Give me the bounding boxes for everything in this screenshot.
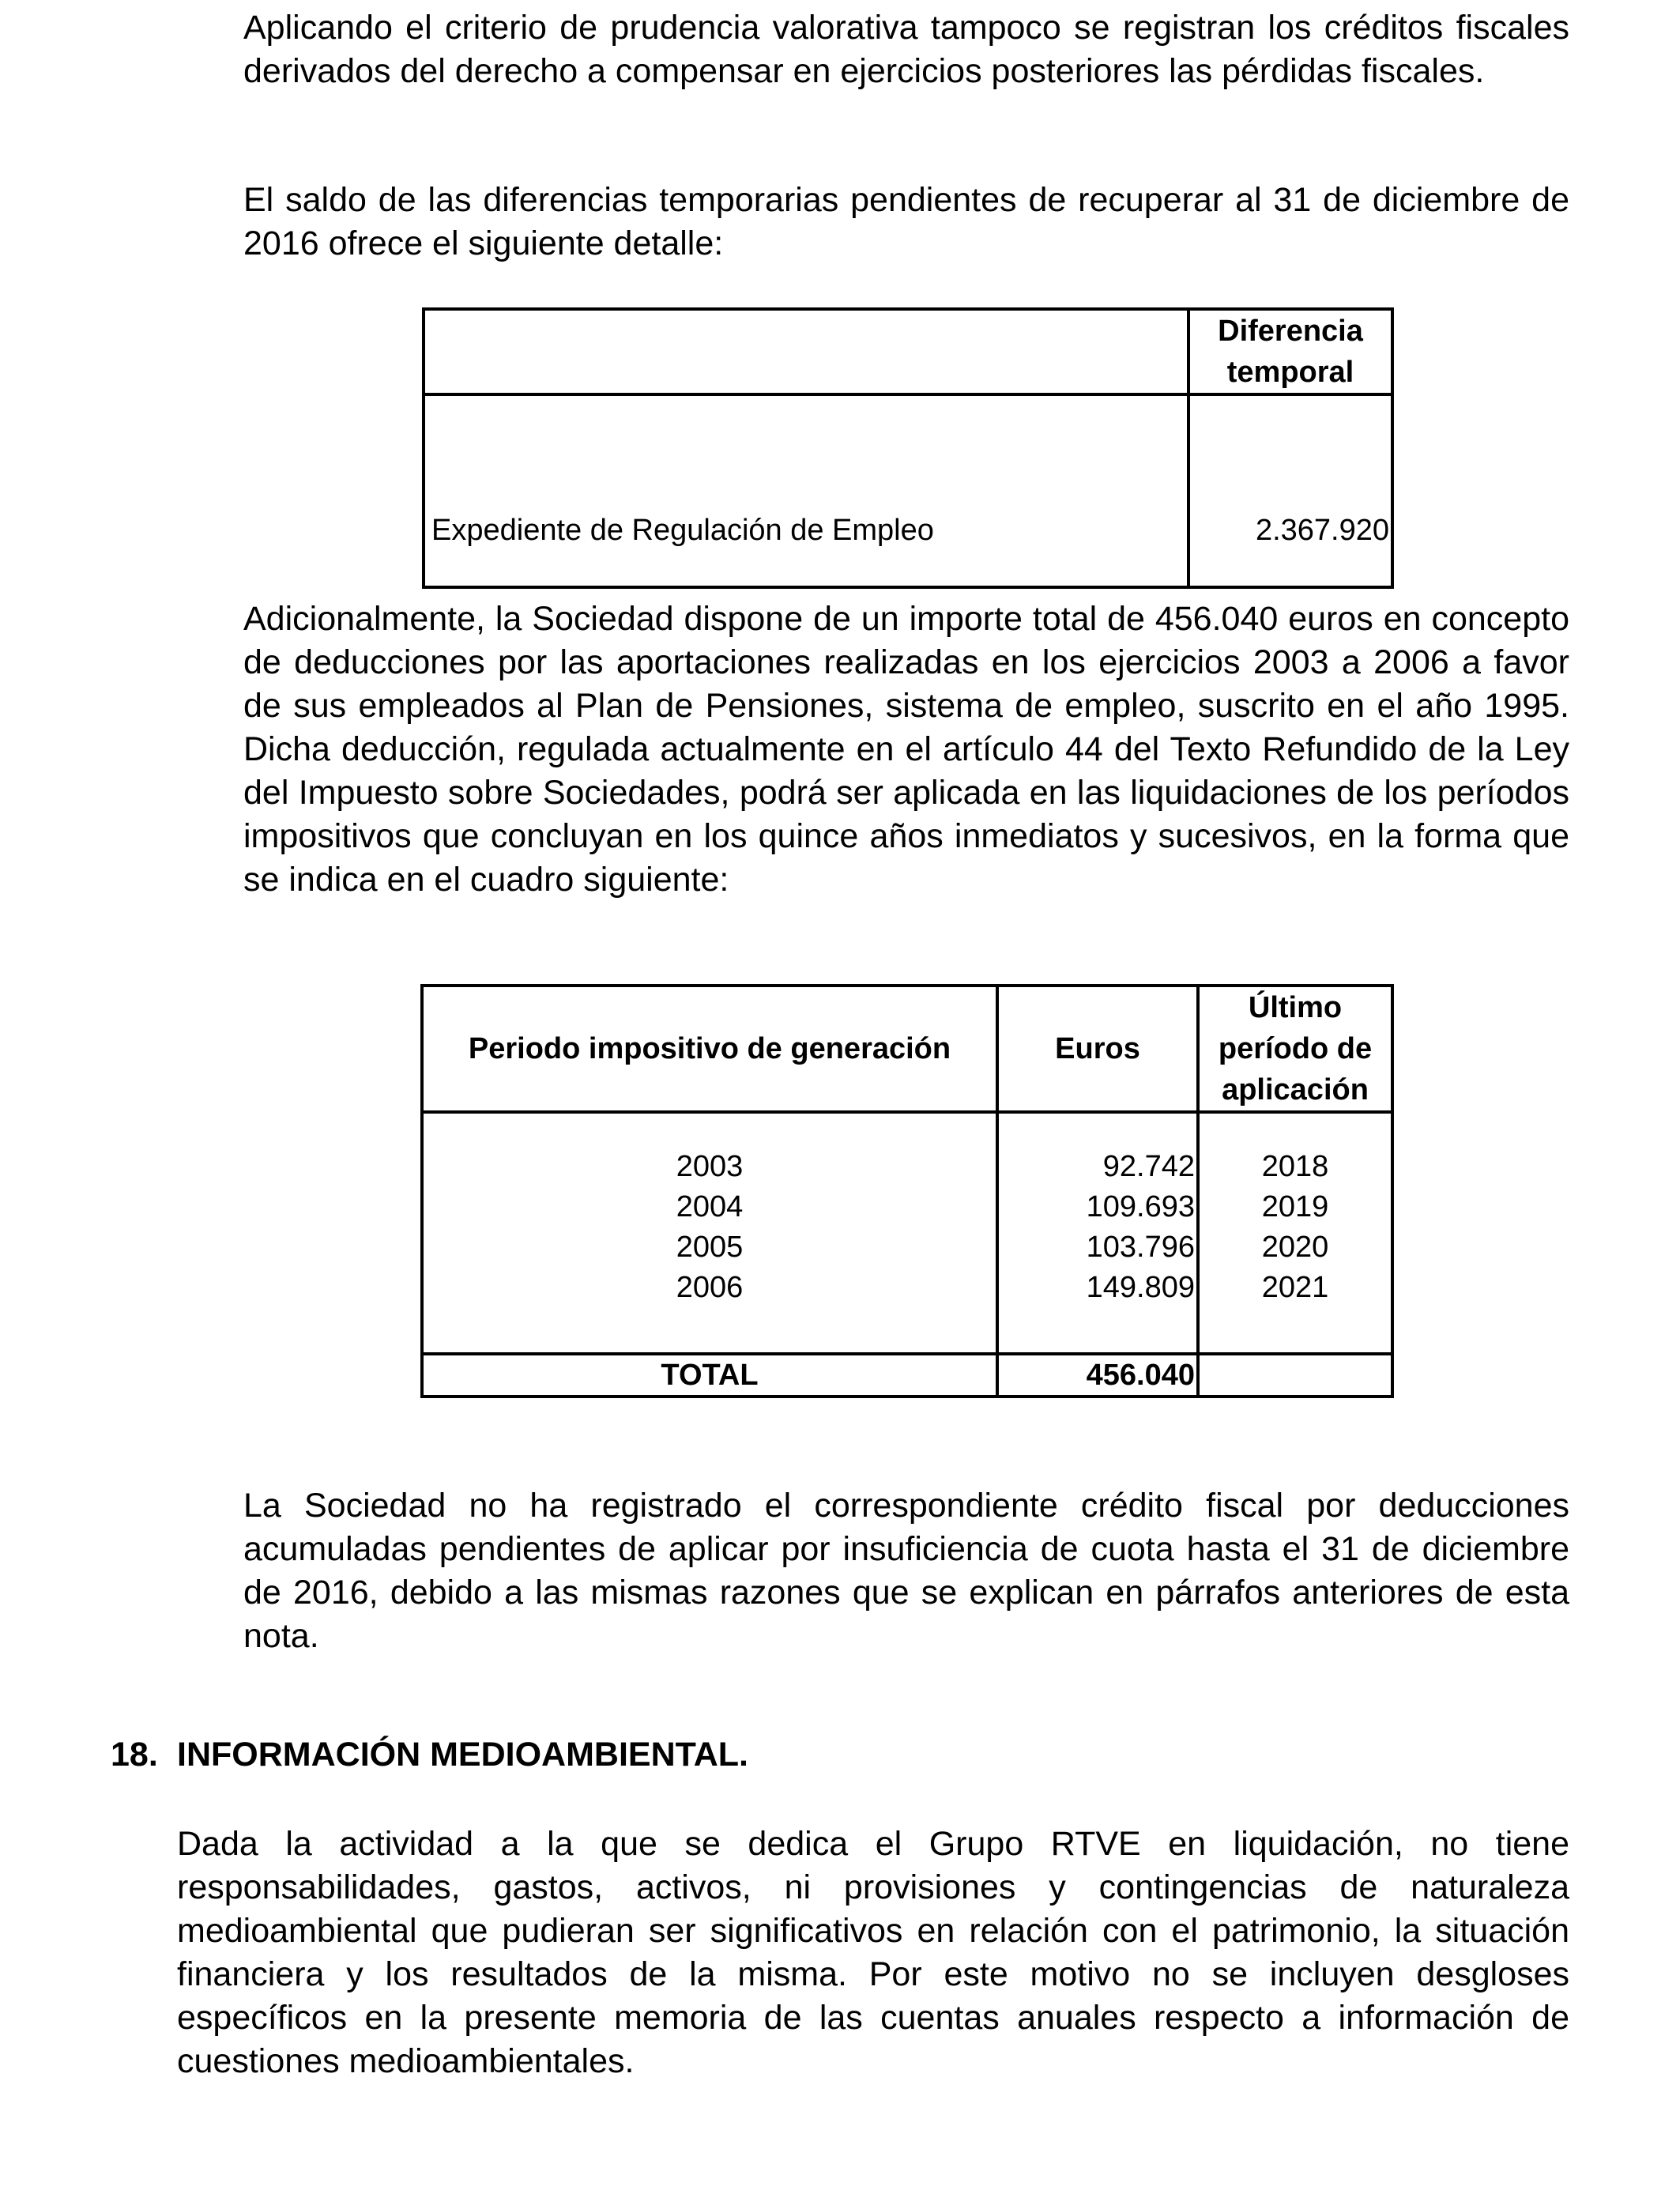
total-value: 456.040 — [997, 1354, 1198, 1397]
last-period-cell: 2019 — [1261, 1190, 1329, 1223]
total-row — [422, 1354, 1392, 1397]
section-number: 18. — [111, 1736, 158, 1774]
paragraph-fiscal-credit: La Sociedad no ha registrado el correspondiente crédito fiscal por deducciones acumuladas pendientes de aplicar por insuficiencia de cuota hasta el 31 de diciembre de 2016, debido a las mismas razones que se explican en párrafos anteriores de esta nota. — [243, 1487, 1569, 1655]
row-label: Expediente de Regulación de Empleo — [424, 394, 1188, 587]
last-period-cell: 2020 — [1261, 1231, 1329, 1264]
temporary-differences-table — [422, 307, 1394, 589]
year-cell: 2005 — [676, 1231, 744, 1264]
deductions-table — [420, 984, 1394, 1398]
paragraph-temporary-differences: El saldo de las diferencias temporarias pendientes de recuperar al 31 de diciembre de 2016 ofrece el siguiente detalle: — [243, 181, 1569, 262]
year-cell: 2004 — [676, 1190, 744, 1223]
euros-column — [997, 1112, 1198, 1354]
paragraph-deductions: Adicionalmente, la Sociedad dispone de un importe total de 456.040 euros en concepto de deducciones por las aportaciones realizadas en los ejercicios 2003 a 2006 a favor de sus empleados al Plan de Pensiones, sistema de empleo, suscrito en el año 1995. Dicha deducción, regulada actualmente en el artículo 44 del Texto Refundido de la Ley del Impuesto sobre Sociedades, podrá ser aplicada en las liquidaciones de los períodos impositivos que concluyan en los quince años inmediatos y sucesivos, en la forma que se indica en el cuadro siguiente: — [243, 600, 1569, 899]
header-diferencia-temporal: Diferencia temporal — [1188, 309, 1392, 394]
years-column — [422, 1112, 997, 1354]
empty-header-cell — [424, 309, 1188, 394]
last-period-column — [1198, 1112, 1392, 1354]
header-ultimo-periodo: Último período de aplicación — [1198, 986, 1392, 1112]
total-empty-cell — [1198, 1354, 1392, 1397]
total-label: TOTAL — [422, 1354, 997, 1397]
table-header-row — [422, 986, 1392, 1112]
euros-cell: 103.796 — [1086, 1231, 1195, 1264]
table-body — [422, 1112, 1392, 1354]
paragraph-prudence: Aplicando el criterio de prudencia valorativa tampoco se registran los créditos fiscales derivados del derecho a compensar en ejercicios posteriores las pérdidas fiscales. — [243, 9, 1569, 90]
table-row — [424, 394, 1392, 587]
row-value: 2.367.920 — [1188, 394, 1392, 587]
last-period-cell: 2021 — [1261, 1271, 1329, 1304]
table-header-row — [424, 309, 1392, 394]
euros-cell: 109.693 — [1086, 1190, 1195, 1223]
section-title: INFORMACIÓN MEDIOAMBIENTAL. — [177, 1736, 748, 1774]
year-cell: 2006 — [676, 1271, 744, 1304]
header-periodo: Periodo impositivo de generación — [422, 986, 997, 1112]
year-cell: 2003 — [676, 1150, 744, 1183]
euros-cell: 92.742 — [1102, 1150, 1195, 1183]
section-heading — [111, 1736, 748, 1774]
euros-cell: 149.809 — [1086, 1271, 1195, 1304]
paragraph-environmental: Dada la actividad a la que se dedica el Grupo RTVE en liquidación, no tiene responsabilidades, gastos, activos, ni provisiones y contingencias de naturaleza medioambiental que pudieran ser significativos en relación con el patrimonio, la situación financiera y los resultados de la misma. Por este motivo no se incluyen desgloses específicos en la presente memoria de las cuentas anuales respecto a información de cuestiones medioambientales. — [177, 1825, 1569, 2080]
header-euros: Euros — [997, 986, 1198, 1112]
last-period-cell: 2018 — [1261, 1150, 1329, 1183]
